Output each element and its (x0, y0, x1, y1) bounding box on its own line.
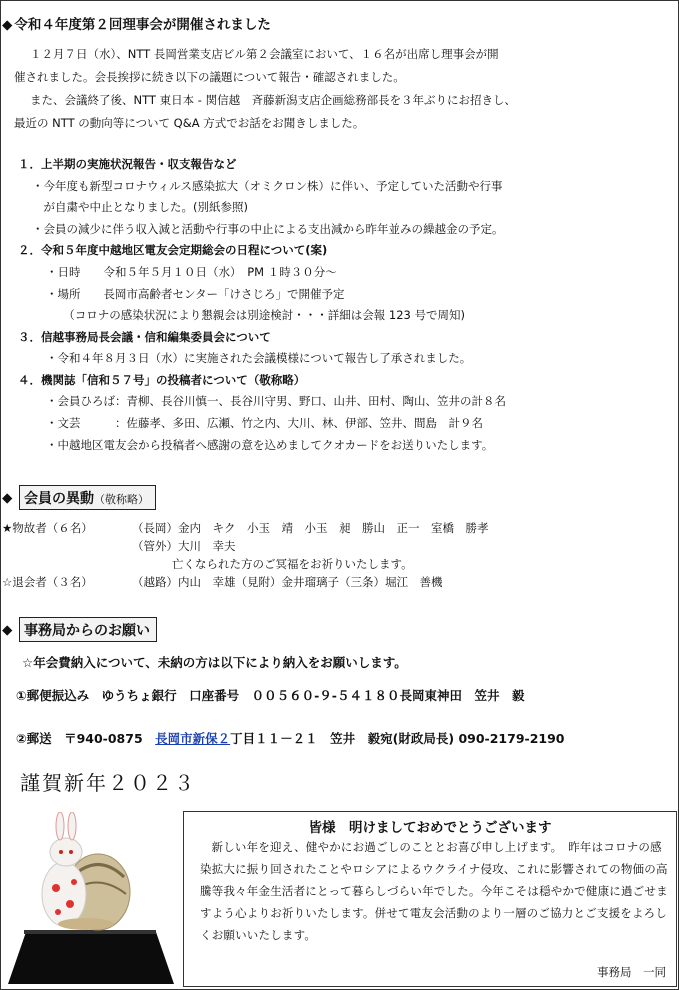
item-3-line: ・令和４年８月３日（水）に実施された会議模様について報告し了承されました。 (46, 351, 472, 365)
deceased-names-1: （長岡）金内 キク 小玉 靖 小玉 昶 勝山 正一 室橋 勝孝 (132, 521, 489, 535)
section-3-marker (2, 622, 12, 638)
item-4-line: ・会員ひろば：青柳、長谷川慎一、長谷川守男、野口、山井、田村、陶山、笠井の計８名 (46, 394, 506, 408)
greeting-body: 新しい年を迎え、健やかにお過ごしのこととお喜び申し上げます。 昨年はコロナの感染拡大に振り回されたことやロシアによるウクライナ侵攻、これに影響されての物価の高騰等我々年金生活者にとって暮らしづらい年でした。今年こそは穏やかで健康に過ごせますよう心よりお祈りいたします。併せて電友会活動のより一層のご協力とご支援をよろしくお願いいたします。 (200, 840, 668, 942)
new-year-heading: 謹賀新年２０２３ (20, 771, 196, 795)
diamond-icon: ◆ (2, 622, 13, 638)
greeting-signature: 事務局 一同 (597, 965, 666, 979)
section-1-heading: ◆ 令和４年度第２回理事会が開催されました (2, 17, 271, 33)
item-1-line: が自粛や中止となりました。(別紙参照) (32, 200, 248, 214)
section-2-heading: 会員の異動（敬称略） (19, 485, 156, 510)
item-3-title: ３．信越事務局長会議・信和編集委員会について (18, 330, 271, 344)
fee-notice: ☆年会費納入について、未納の方は以下により納入をお願いします。 (22, 655, 407, 670)
item-2-title: ２．令和５年度中越地区電友会定期総会の日程について(案) (18, 243, 328, 257)
diamond-icon: ◆ (2, 17, 13, 33)
section-3-heading: 事務局からのお願い (19, 617, 157, 642)
deceased-label: ★物故者（６名） (2, 521, 93, 535)
item-2-line: ・場所 長岡市高齢者センター「けさじろ」で開催予定 (46, 287, 345, 301)
postal-transfer-line: ①郵便振込み ゆうちょ銀行 口座番号 ００５６０-９-５４１８０長岡東神田 笠井 毅 (16, 688, 525, 703)
item-1-line: ・今年度も新型コロナウィルス感染拡大（オミクロン株）に伴い、予定していた活動や行事 (32, 179, 503, 193)
item-1-line: ・会員の減少に伴う収入減と活動や行事の中止による支出減から昨年並みの繰越金の予定。 (32, 222, 504, 236)
item-2-line: ・日時 令和５年５月１０日（水） PM １時３０分～ (46, 265, 337, 279)
diamond-icon: ◆ (2, 490, 13, 506)
retired-label: ☆退会者（３名） (2, 575, 93, 589)
item-4-line: ・文芸 ：佐藤孝、多田、広瀬、竹之内、大川、林、伊部、笠井、間島 計９名 (46, 416, 483, 430)
condolence-text: 亡くなられた方のご冥福をお祈りいたします。 (172, 557, 413, 571)
deceased-names-2: （管外）大川 幸夫 (132, 539, 236, 553)
item-4-line: ・中越地区電友会から投稿者へ感謝の意を込めましてクオカードをお送りいたします。 (46, 438, 494, 452)
address-link[interactable]: 長岡市新保２ (155, 731, 231, 746)
intro-line-2: 催されました。会長挨拶に続き以下の議題について報告・確認されました。 (14, 70, 405, 84)
intro-line-1: １２月７日（水）、NTT 長岡営業支店ビル第２会議室において、１６名が出席し理事会が開 (30, 47, 499, 61)
new-year-greeting-box (183, 811, 677, 987)
greeting-title: 皆様 明けましておめでとうございます (308, 820, 552, 836)
item-4-title: ４．機関誌「信和５７号」の投稿者について（敬称略） (18, 373, 306, 387)
retired-names: （越路）内山 幸雄（見附）金井瑠璃子（三条）堀江 善機 (132, 575, 443, 589)
section-2-marker (2, 490, 12, 506)
rabbit-figurine-image (6, 812, 176, 987)
item-1-title: １．上半期の実施状況報告・収支報告など (18, 157, 237, 171)
intro-line-3: また、会議終了後、NTT 東日本 - 関信越 斉藤新潟支店企画総務部長を３年ぶりにお招きし、 (30, 93, 517, 107)
mail-address-line: ②郵送 〒940-0875 長岡市新保２丁目１１－２１ 笠井 毅宛(財政局長) 090-2179-2190 (16, 731, 565, 746)
item-2-line: （コロナの感染状況により懇親会は別途検討・・・詳細は会報 123 号で周知) (46, 308, 465, 322)
intro-line-4: 最近の NTT の動向等について Q&A 方式でお話をお聞きしました。 (14, 116, 365, 130)
